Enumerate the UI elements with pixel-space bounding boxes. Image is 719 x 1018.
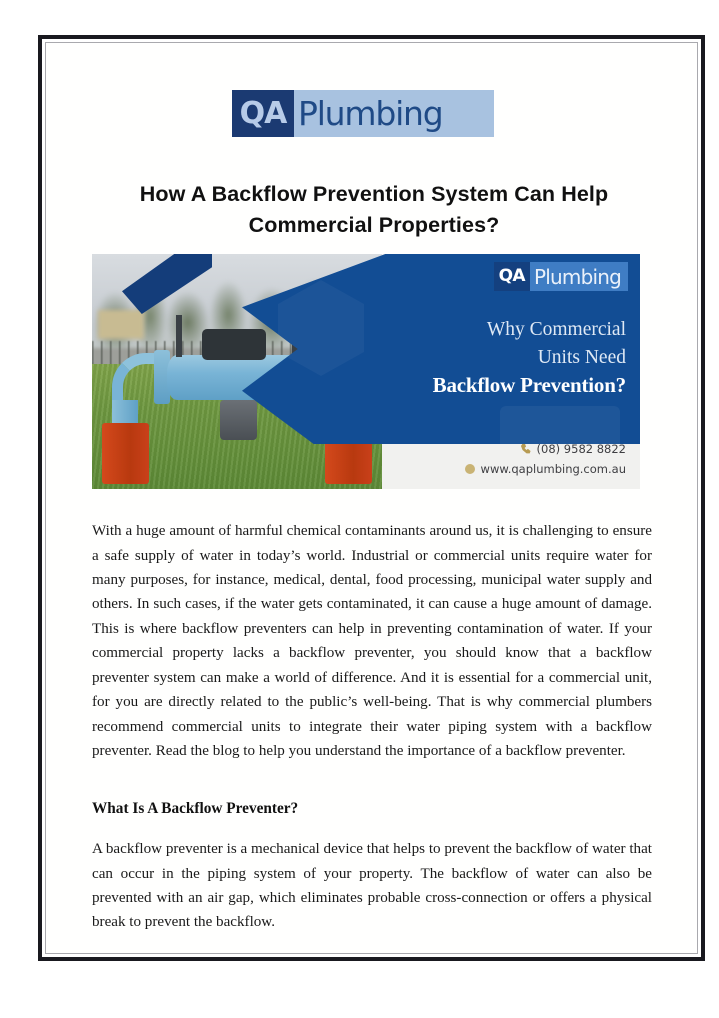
valve-assembly-bottom xyxy=(220,400,258,440)
banner-logo xyxy=(494,262,628,291)
body-paragraph-2: A backflow preventer is a mechanical device that helps to prevent the backflow of water that can occur in the piping system of your property. The backflow of water can also be prevented with an air gap, which eliminates probable cross-connection or offers a physical break to prevent the backflow. xyxy=(92,841,652,931)
globe-icon xyxy=(465,464,475,474)
banner-logo-qa-text: QA xyxy=(498,266,525,286)
page-content xyxy=(42,39,701,957)
logo-qa-mark xyxy=(232,90,294,137)
hero-contact-info xyxy=(465,439,626,479)
document-page xyxy=(38,35,705,961)
phone-icon xyxy=(521,444,531,454)
hero-headline xyxy=(326,316,626,401)
hero-headline-line-3: Backflow Prevention? xyxy=(432,373,626,398)
pipe-base-left xyxy=(102,423,148,484)
hero-phone-text: (08) 9582 8822 xyxy=(536,441,626,456)
pipe-stem-left xyxy=(176,315,182,357)
hero-headline-line-1: Why Commercial xyxy=(486,319,626,340)
logo-wordmark-box xyxy=(294,90,494,137)
banner-logo-wordmark-box xyxy=(530,262,628,291)
banner-logo-qa-mark xyxy=(494,262,530,291)
hero-website-text: www.qaplumbing.com.au xyxy=(480,461,626,476)
page-title: How A Backflow Prevention System Can Help Commercial Properties? xyxy=(139,182,609,238)
hero-headline-line-2: Units Need xyxy=(537,346,626,368)
hero-website-row xyxy=(465,459,626,479)
hero-phone-row xyxy=(465,439,626,459)
section-heading: What Is A Backflow Preventer? xyxy=(92,799,299,817)
body-paragraph-1: With a huge amount of harmful chemical contaminants around us, it is challenging to ensure a safe supply of water in today’s world. Industrial or commercial units require water for many purposes, for instance, medical, dental, food processing, municipal water supply and others. In such cases, if the water gets contaminated, it can cause a huge amount of damage. This is where backflow preventers can help in preventing contamination of water. If your commercial property lacks a backflow preventer, you should know that a backflow preventer system can make a world of difference. And it is essential for a commercial unit, for you are directly related to the public’s well-being. That is why commercial plumbers recommend commercial units to integrate their water piping system with a backflow preventer. Read the blog to help you understand the importance of a backflow preventer. xyxy=(92,523,652,760)
logo-qa-text: QA xyxy=(239,95,287,131)
banner-logo-wordmark-text: Plumbing xyxy=(534,264,621,289)
photo-building xyxy=(98,310,144,338)
valve-assembly-top xyxy=(202,329,266,360)
logo-wordmark-text: Plumbing xyxy=(298,94,443,133)
company-logo xyxy=(232,90,494,137)
hero-banner xyxy=(92,254,640,489)
